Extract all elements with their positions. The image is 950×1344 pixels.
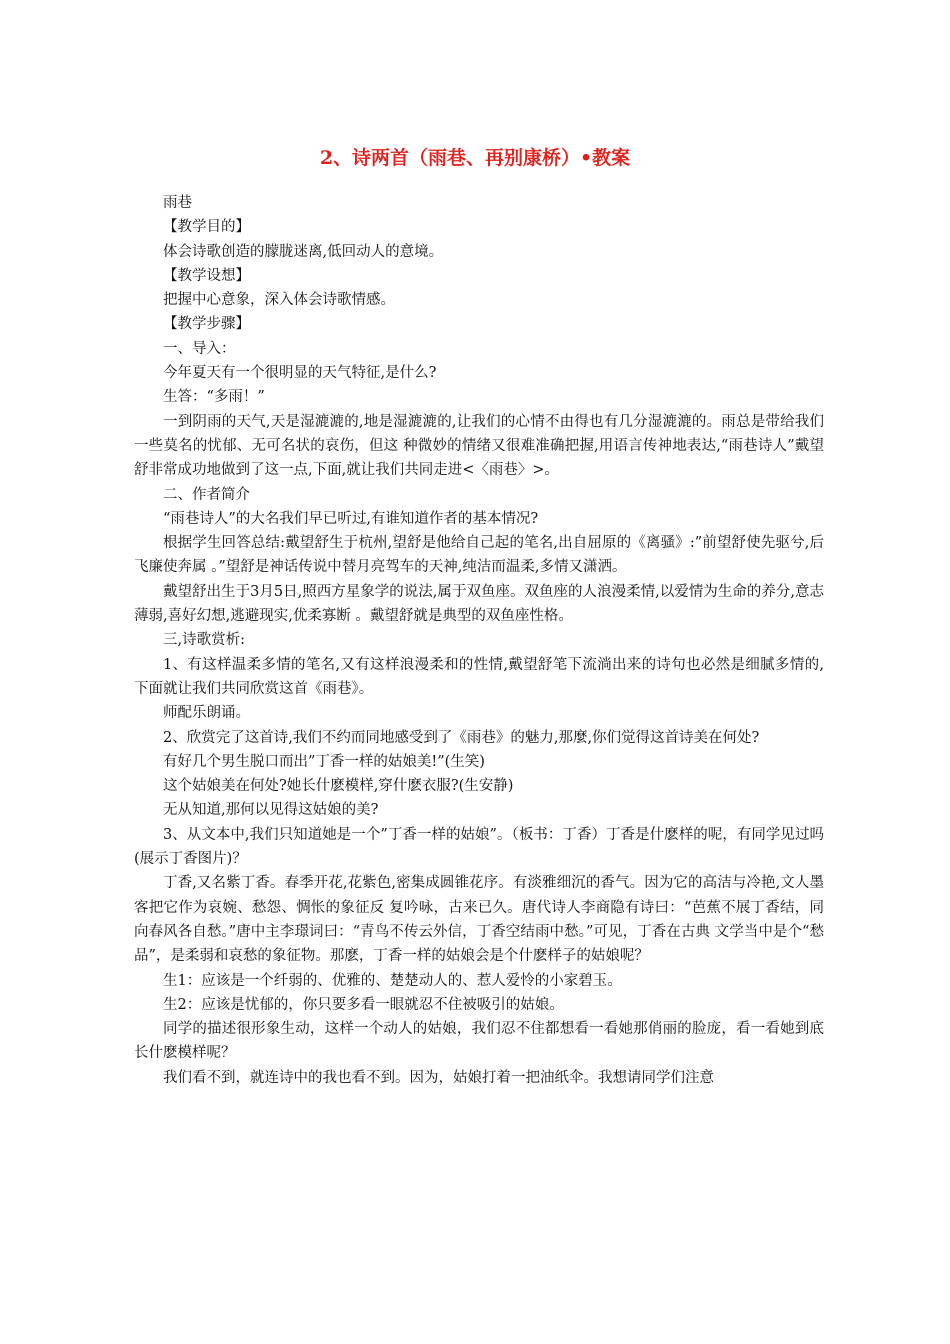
paragraph: 【教学步骤】 (163, 316, 250, 333)
paragraph: 1、有这样温柔多情的笔名,又有这样浪漫柔和的性情,戴望舒笔下流淌出来的诗句也必然是细腻多情的,下面就让我们共同欣赏这首《雨巷》。 (134, 656, 824, 697)
paragraph: 今年夏天有一个很明显的天气特征,是什么? (163, 365, 437, 382)
paragraph: 把握中心意象，深入体会诗歌情感。 (163, 292, 395, 309)
paragraph: 三,诗歌赏析: (163, 632, 245, 649)
paragraph: 一、导入： (163, 340, 236, 357)
paragraph: 雨巷 (163, 195, 192, 211)
paragraph: 生答：“多雨！” (163, 389, 265, 406)
paragraph: 这个姑娘美在何处?她长什麽模样,穿什麽衣服?(生安静) (163, 778, 514, 795)
paragraph: 【教学目的】 (163, 219, 250, 236)
paragraph: 同学的描述很形象生动，这样一个动人的姑娘，我们忍不住都想看一看她那俏丽的脸庞，看一看她到底长什麽模样呢？ (134, 1021, 824, 1062)
paragraph: 根据学生回答总结:戴望舒生于杭州,望舒是他给自己起的笔名,出自屈原的《离骚》:”前望舒使先驱兮,后飞廉使奔属 。”望舒是神话传说中替月亮驾车的天神,纯洁而温柔,多情又潇洒。 (134, 535, 824, 576)
paragraph: 生1：应该是一个纤弱的、优雅的、楚楚动人的、惹人爱怜的小家碧玉。 (163, 972, 622, 989)
document-title: 2、诗两首（雨巷、再别康桥）•教案 (319, 147, 631, 169)
paragraph: 有好几个男生脱口而出”丁香一样的姑娘美!”(生笑) (163, 753, 485, 770)
paragraph: 3、从文本中,我们只知道她是一个”丁香一样的姑娘”。（板书：丁香）丁香是什麽样的呢，有同学见过吗(展示丁香图片)？ (134, 826, 824, 868)
paragraph: 丁香,又名紫丁香。春季开花,花紫色,密集成圆锥花序。有淡雅细沉的香气。因为它的高洁与冷艳,文人墨客把它作为哀婉、愁怨、惆怅的象征反 复吟咏，古来已久。唐代诗人李商隐有诗曰：“芭蕉不展丁香结，同向春风各自愁。”唐中主李璟词曰：“青鸟不传云外信，丁香空结雨中愁。”可见，丁香在古典 文学当中是个“愁品”，是柔弱和哀愁的象征物。那麽，丁香一样的姑娘会是个什麽样子的姑娘呢？ (134, 875, 824, 965)
paragraph: 2、欣赏完了这首诗,我们不约而同地感受到了《雨巷》的魅力,那麼,你们觉得这首诗美在何处? (163, 729, 760, 746)
paragraph: 体会诗歌创造的朦胧迷离,低回动人的意境。 (163, 243, 444, 260)
paragraph: 师配乐朗诵。 (163, 705, 250, 722)
paragraph: 一到阴雨的天气,天是湿漉漉的,地是湿漉漉的,让我们的心情不由得也有几分湿漉漉的。雨总是带给我们一些莫名的忧郁、无可名状的哀伤，但这 种微妙的情绪又很难准确把握,用语言传神地表达,“雨巷诗人”戴望舒非常成功地做到了这一点,下面,就让我们共同走进<〈雨巷〉>。 (134, 413, 824, 479)
paragraph: 二、作者简介 (163, 486, 250, 503)
paragraph: 戴望舒出生于3月5日,照西方星象学的说法,属于双鱼座。双鱼座的人浪漫柔情,以爱情为生命的养分,意志薄弱,喜好幻想,逃避现实,优柔寡断 。戴望舒就是典型的双鱼座性格。 (134, 583, 824, 625)
paragraph: 我们看不到，就连诗中的我也看不到。因为，姑娘打着一把油纸伞。我想请同学们注意 (163, 1069, 714, 1086)
paragraph: 生2：应该是忧郁的，你只要多看一眼就忍不住被吸引的姑娘。 (163, 996, 564, 1013)
document-body (134, 191, 824, 1090)
paragraph: “雨巷诗人”的大名我们早已听过,有谁知道作者的基本情况? (163, 510, 539, 527)
paragraph: 无从知道,那何以见得这姑娘的美? (163, 802, 379, 819)
paragraph: 【教学设想】 (163, 267, 250, 284)
